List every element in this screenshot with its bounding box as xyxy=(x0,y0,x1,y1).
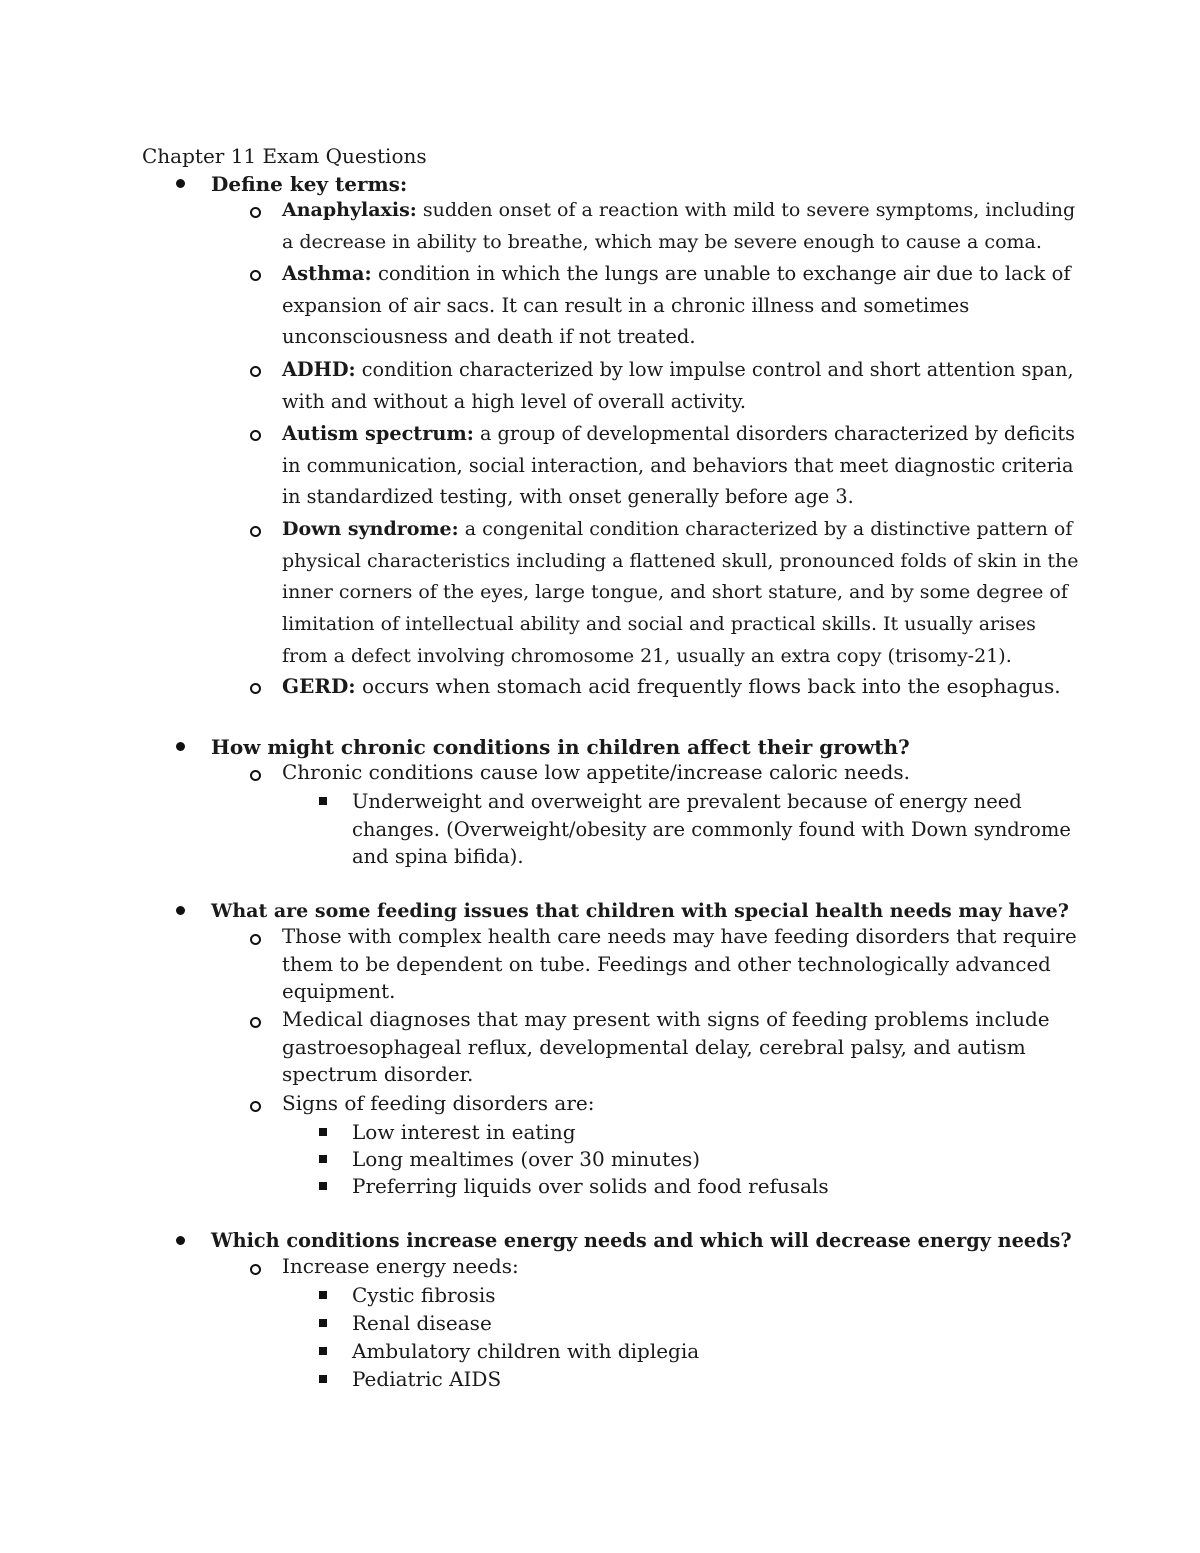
definition-text: unconsciousness and death if not treated. xyxy=(282,325,696,349)
bullet-ring-icon xyxy=(250,207,261,218)
definition-text: in standardized testing, with onset generally before age 3. xyxy=(282,485,854,509)
answer-item: Increase energy needs: xyxy=(282,1254,519,1278)
answer-text: Underweight and overweight are prevalent because of energy need xyxy=(352,790,1022,813)
answer-item: Chronic conditions cause low appetite/increase caloric needs. xyxy=(282,760,911,784)
definition-item xyxy=(282,418,1075,513)
bullet-square-icon xyxy=(319,1155,327,1163)
bullet-ring-icon xyxy=(250,1017,261,1028)
definition-text: condition characterized by low impulse control and short attention span, xyxy=(361,358,1074,381)
definition-text: from a defect involving chromosome 21, usually an extra copy (trisomy-21). xyxy=(282,644,1012,667)
definition-term: Autism spectrum: xyxy=(282,422,474,445)
definition-term: ADHD: xyxy=(282,358,356,381)
answer-text: and spina bifida). xyxy=(352,845,524,868)
section-heading: Which conditions increase energy needs and which will decrease energy needs? xyxy=(211,1229,1072,1252)
definition-text: limitation of intellectual ability and social and practical skills. It usually arises xyxy=(282,613,1036,636)
bullet-square-icon xyxy=(319,1347,327,1355)
bullet-ring-icon xyxy=(250,770,261,781)
definition-item xyxy=(282,258,1071,353)
bullet-ring-icon xyxy=(250,1264,261,1275)
bullet-square-icon xyxy=(319,1182,327,1190)
page-title: Chapter 11 Exam Questions xyxy=(142,144,427,168)
definition-term: Down syndrome: xyxy=(282,518,459,540)
bullet-ring-icon xyxy=(250,1101,261,1112)
section-heading: What are some feeding issues that children with special health needs may have? xyxy=(211,900,1069,922)
answer-subitem: Long mealtimes (over 30 minutes) xyxy=(352,1147,701,1171)
definition-term: Anaphylaxis: xyxy=(282,199,417,221)
bullet-ring-icon xyxy=(250,270,261,281)
definition-text: in communication, social interaction, and behaviors that meet diagnostic criteria xyxy=(282,453,1074,477)
bullet-square-icon xyxy=(319,1319,327,1327)
definition-term: Asthma: xyxy=(282,262,372,285)
definition-item xyxy=(282,354,1074,417)
definition-text: sudden onset of a reaction with mild to severe symptoms, including xyxy=(422,199,1076,221)
definition-text: a decrease in ability to breathe, which may be severe enough to cause a coma. xyxy=(282,230,1042,253)
definition-term: GERD: xyxy=(282,674,356,698)
answer-subitem: Preferring liquids over solids and food refusals xyxy=(352,1174,829,1198)
bullet-square-icon xyxy=(319,1128,327,1136)
bullet-ring-icon xyxy=(250,430,261,441)
definition-text: physical characteristics including a flattened skull, pronounced folds of skin in the xyxy=(282,549,1079,572)
bullet-square-icon xyxy=(319,797,327,805)
answer-text: spectrum disorder. xyxy=(282,1062,474,1086)
bullet-square-icon xyxy=(319,1291,327,1299)
answer-text: Those with complex health care needs may have feeding disorders that require xyxy=(282,925,1077,948)
definition-text: expansion of air sacs. It can result in a chronic illness and sometimes xyxy=(282,293,970,317)
bullet-dot-icon xyxy=(176,179,185,188)
definition-text: condition in which the lungs are unable to exchange air due to lack of xyxy=(377,262,1071,285)
definition-text: occurs when stomach acid frequently flows back into the esophagus. xyxy=(362,674,1061,698)
answer-subitem: Renal disease xyxy=(352,1311,492,1335)
answer-text: changes. (Overweight/obesity are commonly found with Down syndrome xyxy=(352,817,1071,841)
bullet-square-icon xyxy=(319,1375,327,1383)
answer-item: Signs of feeding disorders are: xyxy=(282,1091,595,1115)
bullet-dot-icon xyxy=(176,742,185,751)
definition-text: with and without a high level of overall activity. xyxy=(282,389,747,413)
definition-item xyxy=(282,195,1075,258)
bullet-ring-icon xyxy=(250,934,261,945)
definition-item xyxy=(282,671,1061,703)
answer-subitem: Ambulatory children with diplegia xyxy=(352,1339,700,1363)
definition-text: a group of developmental disorders characterized by deficits xyxy=(479,422,1075,445)
answer-subitem: Low interest in eating xyxy=(352,1120,576,1144)
answer-item xyxy=(282,1006,1050,1089)
answer-text: equipment. xyxy=(282,980,396,1003)
section-heading: Define key terms: xyxy=(211,172,408,196)
answer-text: them to be dependent on tube. Feedings and other technologically advanced xyxy=(282,952,1051,976)
bullet-dot-icon xyxy=(176,1236,185,1245)
answer-subitem: Pediatric AIDS xyxy=(352,1367,502,1391)
definition-text: a congenital condition characterized by a distinctive pattern of xyxy=(464,518,1073,540)
section-heading: How might chronic conditions in children affect their growth? xyxy=(211,735,910,759)
bullet-ring-icon xyxy=(250,683,261,694)
bullet-ring-icon xyxy=(250,526,261,537)
bullet-ring-icon xyxy=(250,366,261,377)
bullet-dot-icon xyxy=(176,906,185,915)
answer-subitem xyxy=(352,788,1071,871)
answer-text: gastroesophageal reflux, developmental delay, cerebral palsy, and autism xyxy=(282,1034,1026,1059)
definition-text: inner corners of the eyes, large tongue, and short stature, and by some degree of xyxy=(282,581,1068,604)
answer-item xyxy=(282,923,1077,1006)
answer-subitem: Cystic fibrosis xyxy=(352,1283,496,1307)
definition-item xyxy=(282,514,1079,673)
answer-text: Medical diagnoses that may present with signs of feeding problems include xyxy=(282,1007,1050,1031)
